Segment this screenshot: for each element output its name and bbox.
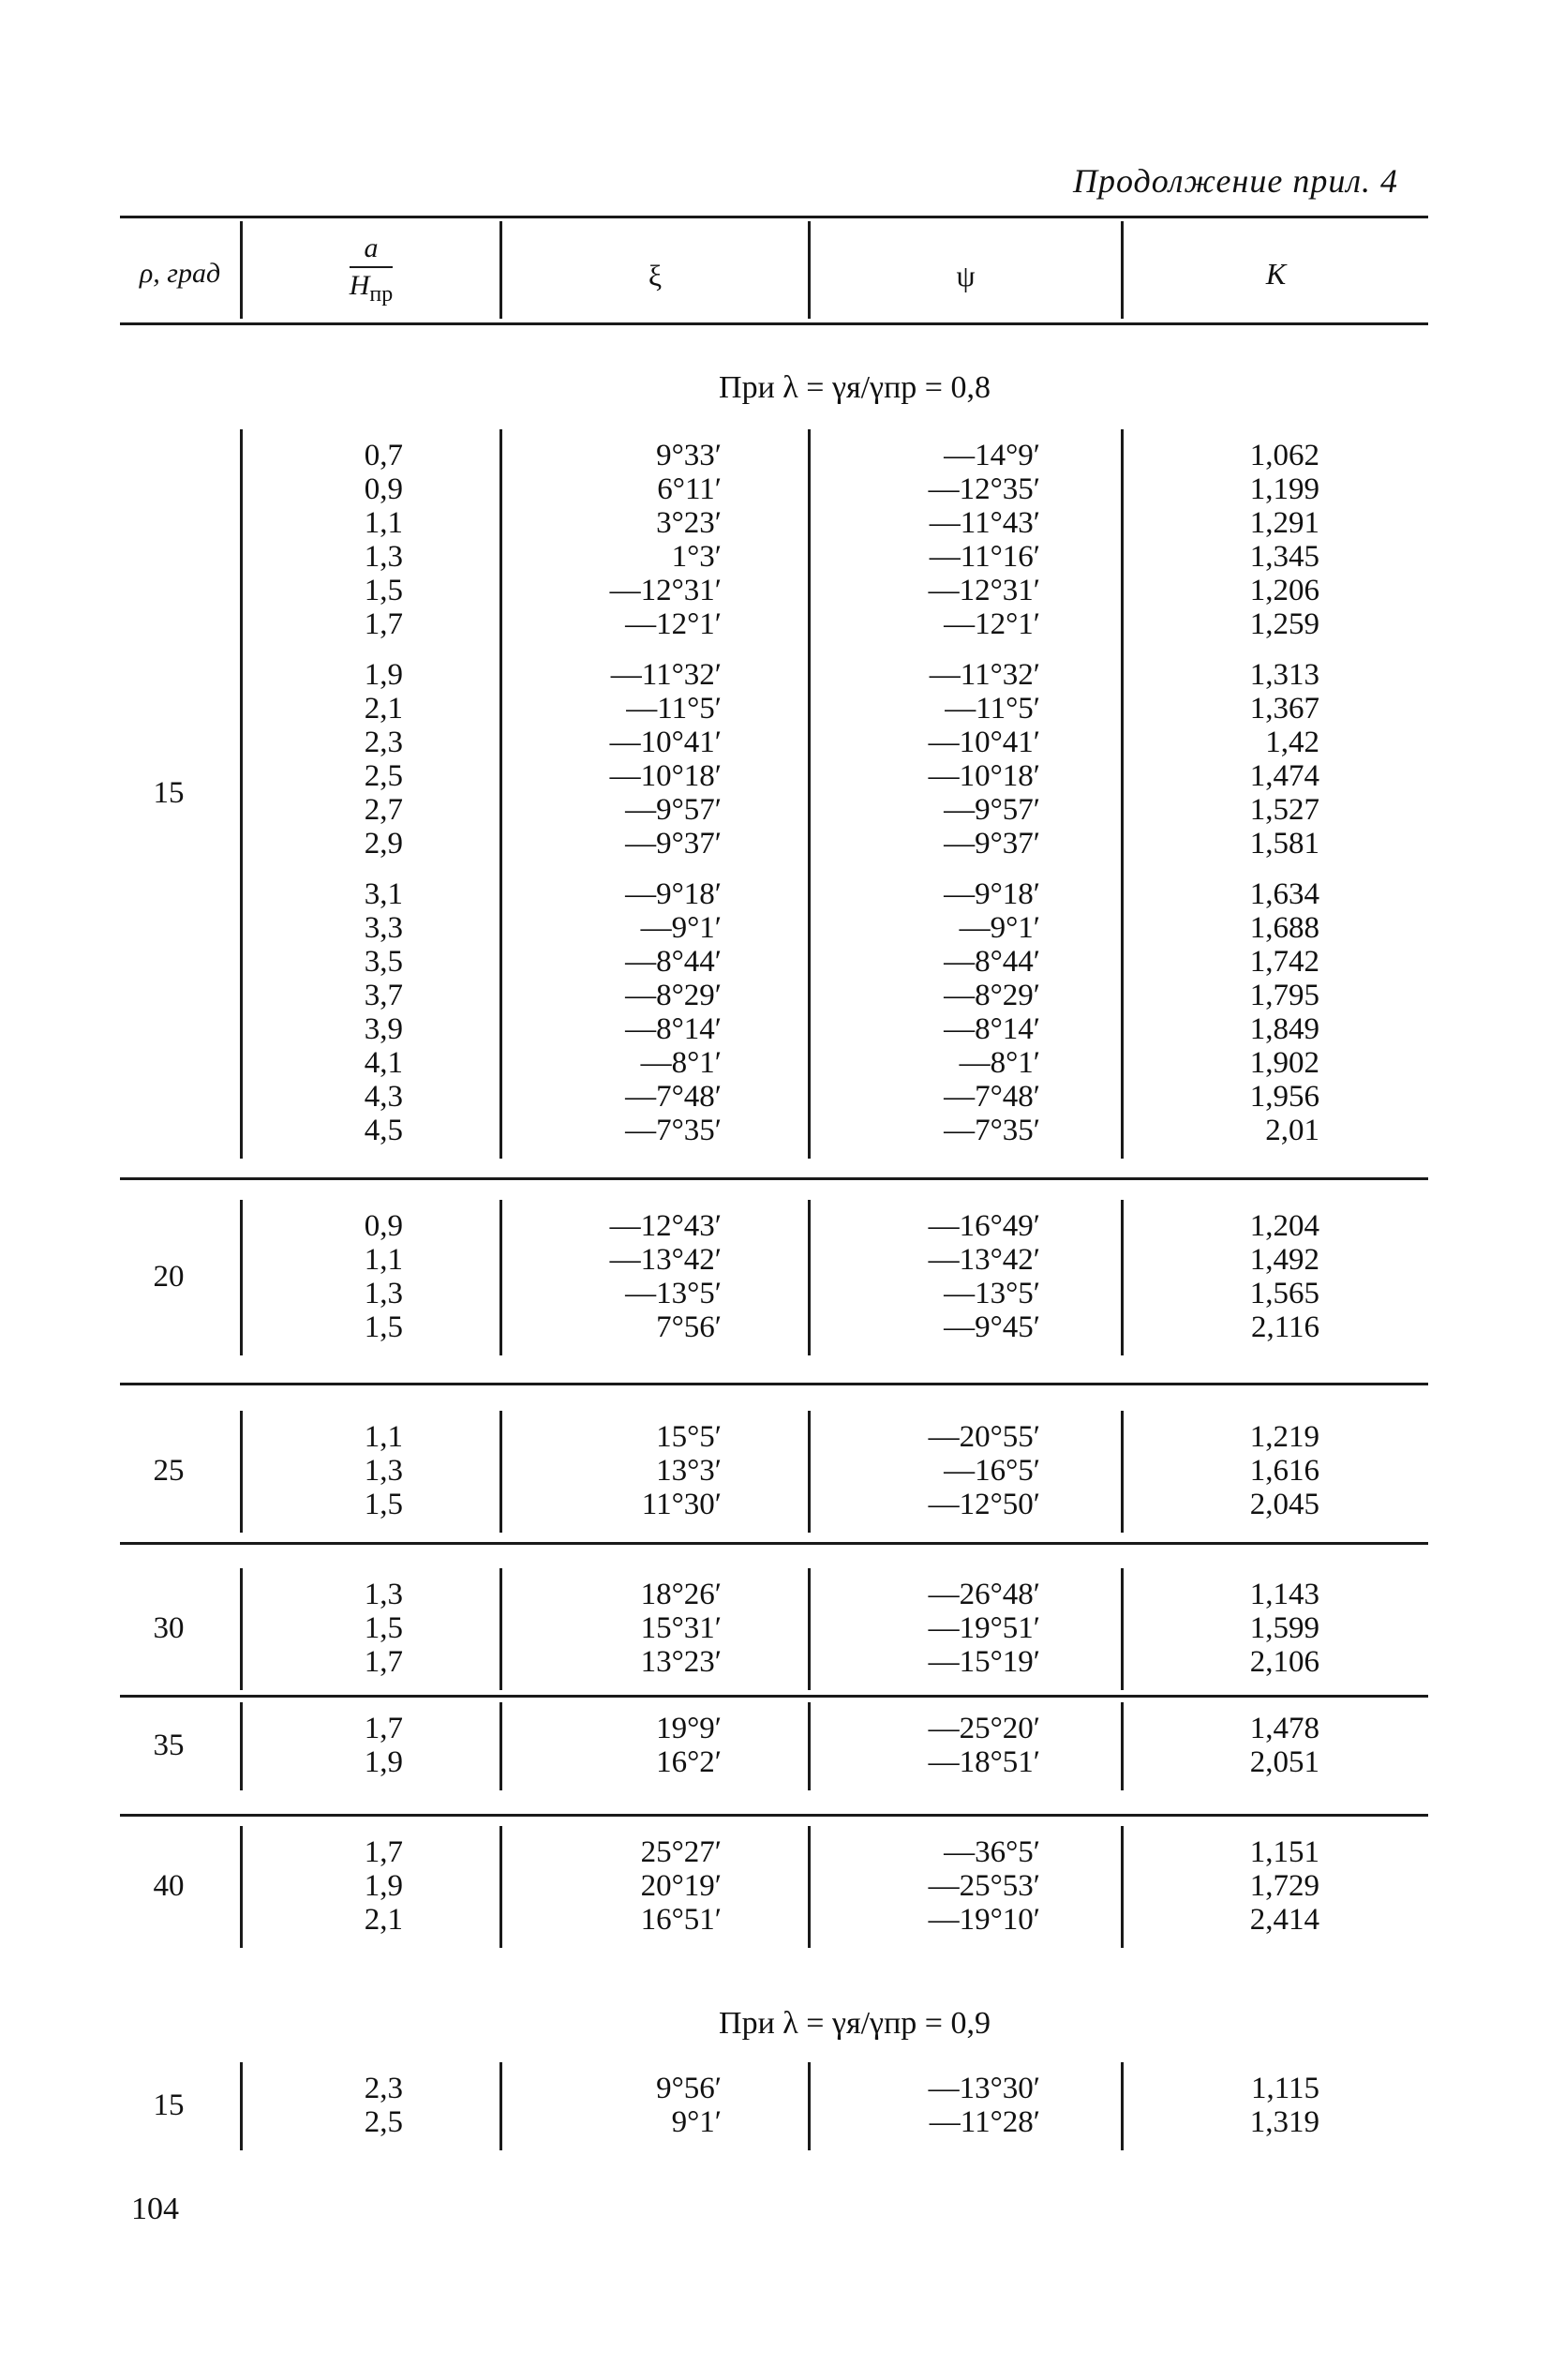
- table-cell-K: 1,527: [1249, 793, 1319, 827]
- table-cell-K: 1,565: [1249, 1277, 1319, 1310]
- table-cell-psi: —20°55′: [928, 1420, 1040, 1454]
- table-cell-K: 2,051: [1249, 1745, 1319, 1779]
- table-cell-psi: —12°1′: [944, 607, 1040, 641]
- table-cell-psi: —11°5′: [945, 692, 1040, 726]
- table-cell-psi: —8°1′: [959, 1046, 1040, 1080]
- column-rule: [240, 1200, 243, 1355]
- table-cell-psi: —11°43′: [929, 506, 1040, 540]
- table-cell-K: 1,474: [1249, 759, 1319, 793]
- table-cell-K: 1,795: [1249, 979, 1319, 1012]
- column-rule: [1121, 1702, 1124, 1790]
- table-cell-a: 3,9: [364, 1012, 403, 1046]
- table-cell-xi: 3°23′: [656, 506, 722, 540]
- table-cell-psi: —8°44′: [944, 945, 1040, 979]
- table-cell-psi: —8°29′: [944, 979, 1040, 1012]
- table-cell-a: 0,7: [364, 439, 403, 472]
- table-cell-xi: 13°3′: [656, 1454, 722, 1488]
- column-rule: [240, 1568, 243, 1690]
- table-cell-K: 1,204: [1249, 1209, 1319, 1243]
- table-cell-K: 1,367: [1249, 692, 1319, 726]
- table-cell-a: 4,1: [364, 1046, 403, 1080]
- table-cell-psi: —12°50′: [928, 1488, 1040, 1521]
- table-cell-a: 1,3: [364, 1578, 403, 1611]
- table-cell-a: 2,5: [364, 759, 403, 793]
- column-rule: [808, 429, 811, 1159]
- table-cell-xi: —9°37′: [625, 827, 722, 861]
- table-cell-psi: —10°41′: [928, 726, 1040, 759]
- table-cell-a: 1,9: [364, 658, 403, 692]
- table-cell-K: 1,219: [1249, 1420, 1319, 1454]
- table-cell-K: 1,478: [1249, 1712, 1319, 1745]
- table-cell-a: 1,5: [364, 1488, 403, 1521]
- column-rule: [1121, 1200, 1124, 1355]
- table-cell-K: 1,729: [1249, 1869, 1319, 1903]
- table-cell-xi: 6°11′: [657, 472, 722, 506]
- table-cell-psi: —11°32′: [929, 658, 1040, 692]
- table-cell-xi: 20°19′: [640, 1869, 722, 1903]
- column-rule: [1121, 1411, 1124, 1533]
- table-cell-K: 1,849: [1249, 1012, 1319, 1046]
- table-cell-xi: —8°14′: [625, 1012, 722, 1046]
- table-cell-K: 1,313: [1249, 658, 1319, 692]
- table-cell-K: 2,01: [1265, 1114, 1319, 1147]
- header-bottom-rule: [120, 322, 1428, 325]
- table-cell-psi: —12°35′: [928, 472, 1040, 506]
- table-cell-K: 1,345: [1249, 540, 1319, 574]
- table-cell-psi: —18°51′: [928, 1745, 1040, 1779]
- column-rule: [240, 1702, 243, 1790]
- table-cell-xi: —7°35′: [625, 1114, 722, 1147]
- table-cell-xi: —12°31′: [609, 574, 722, 607]
- header-K: K: [1265, 257, 1287, 291]
- column-rule: [499, 1200, 502, 1355]
- table-cell-a: 1,7: [364, 607, 403, 641]
- column-rule: [240, 429, 243, 1159]
- header-a-denominator: H: [349, 270, 370, 301]
- table-cell-xi: —8°1′: [640, 1046, 722, 1080]
- table-cell-psi: —9°1′: [959, 911, 1040, 945]
- table-cell-K: 1,902: [1249, 1046, 1319, 1080]
- header-psi: ψ: [956, 259, 976, 292]
- header-a-subscript: пр: [369, 282, 394, 307]
- table-cell-xi: 11°30′: [641, 1488, 722, 1521]
- table-cell-xi: —9°57′: [625, 793, 722, 827]
- table-cell-psi: —25°20′: [928, 1712, 1040, 1745]
- table-cell-xi: —12°43′: [609, 1209, 722, 1243]
- table-cell-a: 2,1: [364, 692, 403, 726]
- column-rule: [808, 1826, 811, 1948]
- table-cell-psi: —9°18′: [944, 877, 1040, 911]
- table-cell-K: 1,688: [1249, 911, 1319, 945]
- table-cell-xi: —12°1′: [625, 607, 722, 641]
- table-cell-xi: —10°18′: [609, 759, 722, 793]
- group-separator-rule: [120, 1814, 1428, 1817]
- table-cell-xi: —9°18′: [625, 877, 722, 911]
- table-cell-psi: —7°35′: [944, 1114, 1040, 1147]
- table-cell-a: 2,5: [364, 2105, 403, 2139]
- table-cell-xi: —9°1′: [640, 911, 722, 945]
- column-rule: [808, 1411, 811, 1533]
- table-cell-K: 1,581: [1249, 827, 1319, 861]
- table-cell-K: 2,116: [1250, 1310, 1319, 1344]
- table-cell-K: 1,634: [1249, 877, 1319, 911]
- table-cell-psi: —16°5′: [944, 1454, 1040, 1488]
- table-cell-psi: —15°19′: [928, 1645, 1040, 1679]
- table-cell-a: 0,9: [364, 472, 403, 506]
- header-a-ratio: [243, 232, 499, 307]
- table-cell-xi: 9°56′: [656, 2072, 722, 2105]
- table-cell-psi: —25°53′: [928, 1869, 1040, 1903]
- group-separator-rule: [120, 1383, 1428, 1385]
- table-cell-a: 3,3: [364, 911, 403, 945]
- table-cell-a: 1,5: [364, 574, 403, 607]
- rho-value: 25: [153, 1454, 185, 1488]
- column-rule: [1121, 1826, 1124, 1948]
- table-cell-xi: —13°42′: [609, 1243, 722, 1277]
- page-number: 104: [131, 2192, 179, 2226]
- table-cell-a: 2,9: [364, 827, 403, 861]
- rho-value: 15: [153, 2088, 185, 2122]
- table-cell-K: 1,599: [1249, 1611, 1319, 1645]
- table-cell-a: 4,3: [364, 1080, 403, 1114]
- table-cell-K: 1,259: [1249, 607, 1319, 641]
- table-cell-K: 1,956: [1249, 1080, 1319, 1114]
- table-cell-K: 1,143: [1249, 1578, 1319, 1611]
- column-rule: [499, 1702, 502, 1790]
- table-cell-xi: —8°44′: [625, 945, 722, 979]
- table-cell-xi: —10°41′: [609, 726, 722, 759]
- table-cell-a: 1,3: [364, 1454, 403, 1488]
- table-cell-a: 3,1: [364, 877, 403, 911]
- table-cell-psi: —9°57′: [944, 793, 1040, 827]
- table-cell-xi: 1°3′: [671, 540, 722, 574]
- column-rule: [240, 1826, 243, 1948]
- table-cell-a: 1,9: [364, 1745, 403, 1779]
- table-cell-K: 1,206: [1249, 574, 1319, 607]
- table-cell-K: 2,414: [1249, 1903, 1319, 1937]
- column-rule: [808, 2062, 811, 2150]
- column-rule: [808, 1702, 811, 1790]
- column-rule: [1121, 429, 1124, 1159]
- table-cell-K: 1,151: [1249, 1835, 1319, 1869]
- table-cell-a: 2,7: [364, 793, 403, 827]
- table-cell-a: 0,9: [364, 1209, 403, 1243]
- table-cell-xi: 7°56′: [656, 1310, 722, 1344]
- table-caption: Продолжение прил. 4: [1073, 162, 1399, 200]
- table-cell-xi: 15°5′: [656, 1420, 722, 1454]
- table-cell-a: 1,5: [364, 1310, 403, 1344]
- column-rule: [499, 1411, 502, 1533]
- table-cell-xi: 16°2′: [656, 1745, 722, 1779]
- table-cell-K: 1,291: [1249, 506, 1319, 540]
- table-cell-a: 3,5: [364, 945, 403, 979]
- table-cell-psi: —11°28′: [929, 2105, 1040, 2139]
- rho-value: 30: [153, 1611, 185, 1645]
- table-cell-xi: —11°5′: [626, 692, 722, 726]
- table-cell-psi: —19°51′: [928, 1611, 1040, 1645]
- table-cell-a: 2,3: [364, 2072, 403, 2105]
- section-title: При λ = γя/γпр = 0,8: [719, 370, 991, 405]
- group-separator-rule: [120, 1695, 1428, 1698]
- table-cell-psi: —13°30′: [928, 2072, 1040, 2105]
- table-cell-psi: —7°48′: [944, 1080, 1040, 1114]
- column-rule: [499, 429, 502, 1159]
- column-rule: [499, 2062, 502, 2150]
- table-cell-a: 1,7: [364, 1835, 403, 1869]
- table-cell-xi: 9°1′: [671, 2105, 722, 2139]
- table-cell-xi: —11°32′: [610, 658, 722, 692]
- table-cell-xi: 19°9′: [656, 1712, 722, 1745]
- table-cell-K: 1,616: [1249, 1454, 1319, 1488]
- table-cell-psi: —8°14′: [944, 1012, 1040, 1046]
- table-cell-a: 1,7: [364, 1645, 403, 1679]
- table-cell-xi: 25°27′: [640, 1835, 722, 1869]
- group-separator-rule: [120, 1542, 1428, 1545]
- rho-value: 40: [153, 1869, 185, 1903]
- table-cell-K: 1,42: [1265, 726, 1319, 759]
- table-cell-a: 1,1: [364, 506, 403, 540]
- table-cell-a: 1,1: [364, 1243, 403, 1277]
- table-cell-psi: —26°48′: [928, 1578, 1040, 1611]
- table-cell-xi: 9°33′: [656, 439, 722, 472]
- header-xi: ξ: [648, 259, 663, 292]
- table-cell-a: 1,9: [364, 1869, 403, 1903]
- table-cell-psi: —16°49′: [928, 1209, 1040, 1243]
- table-cell-psi: —10°18′: [928, 759, 1040, 793]
- table-cell-K: 2,045: [1249, 1488, 1319, 1521]
- table-cell-psi: —9°37′: [944, 827, 1040, 861]
- table-cell-K: 2,106: [1249, 1645, 1319, 1679]
- group-separator-rule: [120, 1177, 1428, 1180]
- rho-value: 20: [153, 1260, 185, 1294]
- table-cell-xi: 18°26′: [640, 1578, 722, 1611]
- table-cell-psi: —12°31′: [928, 574, 1040, 607]
- table-cell-a: 1,1: [364, 1420, 403, 1454]
- table-cell-xi: —13°5′: [625, 1277, 722, 1310]
- header-rho: ρ, град: [139, 258, 221, 289]
- table-cell-psi: —13°5′: [944, 1277, 1040, 1310]
- table-cell-psi: —14°9′: [944, 439, 1040, 472]
- section-title: При λ = γя/γпр = 0,9: [719, 2006, 991, 2041]
- table-cell-a: 2,1: [364, 1903, 403, 1937]
- column-rule: [808, 1200, 811, 1355]
- column-rule: [499, 1568, 502, 1690]
- column-rule: [1121, 1568, 1124, 1690]
- column-rule: [240, 2062, 243, 2150]
- table-cell-a: 4,5: [364, 1114, 403, 1147]
- table-cell-psi: —11°16′: [929, 540, 1040, 574]
- table-cell-xi: —7°48′: [625, 1080, 722, 1114]
- table-cell-K: 1,319: [1249, 2105, 1319, 2139]
- table-cell-K: 1,199: [1249, 472, 1319, 506]
- rho-value: 35: [153, 1729, 185, 1762]
- table-cell-psi: —36°5′: [944, 1835, 1040, 1869]
- table-cell-K: 1,492: [1249, 1243, 1319, 1277]
- column-rule: [808, 1568, 811, 1690]
- table-cell-xi: 13°23′: [640, 1645, 722, 1679]
- table-cell-psi: —19°10′: [928, 1903, 1040, 1937]
- table-cell-a: 1,3: [364, 540, 403, 574]
- table-cell-a: 1,7: [364, 1712, 403, 1745]
- column-rule: [240, 1411, 243, 1533]
- table-cell-K: 1,742: [1249, 945, 1319, 979]
- table-cell-psi: —13°42′: [928, 1243, 1040, 1277]
- table-cell-xi: —8°29′: [625, 979, 722, 1012]
- table-cell-xi: 15°31′: [640, 1611, 722, 1645]
- header-top-rule: [120, 216, 1428, 218]
- table-cell-a: 3,7: [364, 979, 403, 1012]
- header-a-numerator: a: [350, 232, 394, 268]
- column-rule: [1121, 2062, 1124, 2150]
- table-cell-K: 1,115: [1250, 2072, 1319, 2105]
- table-cell-psi: —9°45′: [944, 1310, 1040, 1344]
- table-cell-xi: 16°51′: [640, 1903, 722, 1937]
- column-rule: [499, 1826, 502, 1948]
- table-cell-a: 2,3: [364, 726, 403, 759]
- table-cell-a: 1,3: [364, 1277, 403, 1310]
- rho-value: 15: [153, 776, 185, 810]
- table-cell-a: 1,5: [364, 1611, 403, 1645]
- table-cell-K: 1,062: [1249, 439, 1319, 472]
